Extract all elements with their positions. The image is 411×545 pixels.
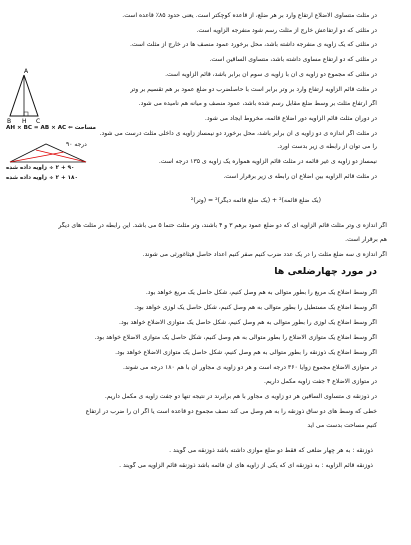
quad-line: • اگر وسط اضلاع یک متوازی الاضلاع را بطور متوالی به هم وصل کنیم، شکل حاصل یک متوازی الاضلاع خواهد بود. [8,334,377,342]
vertex-label-h: H [22,118,27,125]
section-heading: در مورد چهارضلعی ها [274,266,377,277]
definition-line: • ذوزنقه : به هر چهار ضلعی که فقط دو ضلع موازی داشته باشد ذوزنقه می گویند . [8,447,373,455]
text-line: اگر اندازه ی سه ضلع مثلث را در یک عدد ضرب کنیم صفر کنیم اعداد حاصل فیثاغورثی می شوند. [142,251,387,258]
quad-line: • خطی که وسط های دو ساق ذوزنقه را به هم وصل می کند نصف مجموع دو قاعده است یا اگر آن را ضرب در ارتفاع [8,408,377,416]
quad-line: • اگر وسط اضلاع یک ذوزنقه را بطور متوالی به هم وصل کنیم، شکل حاصل یک متوازی الاضلاع خواهد بود. [8,349,377,357]
quad-line: • اگر وسط اضلاع یک مربع را بطور متوالی به هم وصل کنیم، شکل حاصل یک مربع خواهد بود. [8,289,377,297]
text-line: هم برقرار است. [345,236,387,243]
vertex-label-b: B [7,118,12,125]
quad-line: • اگر وسط اضلاع یک مستطیل را بطور متوالی به هم وصل کنیم، شکل حاصل یک لوزی خواهد بود. [8,304,377,312]
fact-line: • در مثلثی که یک زاویه ی منفرجه داشته باشد، محل برخورد عمود منصف ها در خارج از مثلث است. [8,41,377,49]
right-triangle-diagram [6,66,96,128]
vertex-label-a: A [24,68,29,75]
text-line: اگر اندازه ی وتر مثلث قائم الزاویه ای که دو ضلع عمود برهم ۳ و ۴ باشند، وتر مثلث حتما ۵ می باشد. این رابطه در مثلث های دیگر [58,222,387,229]
area-formula: AH × BC = AB × AC ⇐ مساحت [6,125,96,131]
fact-line: • اگر ارتفاع مثلث بر وسط ضلع مقابل رسم شده باشد، عمود منصف و میانه هم نامیده می شود. [8,100,377,108]
fact-line: • در مثلثی که مجموع دو زاویه ی آن با زاویه ی سوم آن برابر باشد، قائم الزاویه است. [8,71,377,79]
bisector-equation-1: ۹۰ + ۲ ÷ زاویه داده شده [6,165,75,171]
fact-line: • در مثلثی که دو ارتفاع مساوی داشته باشد، متساوی الساقین است. [8,56,377,64]
fact-line: • در مثلث متساوی الاضلاع ارتفاع وارد بر هر ضلع، از قاعده کوچکتر است. یعنی حدود ۸۵٪ قاعده است. [8,12,377,20]
definition-line: • ذوزنقه قائم الزاویه : به ذوزنقه ای که یکی از زاویه های آن قائمه باشد ذوزنقه قائم الزاویه می گویند . [8,462,373,470]
vertex-label-c: C [36,118,41,125]
fact-line: • در مثلث قائم الزاویه بین اضلاع آن رابطه ی زیر برقرار است. [8,173,377,181]
quad-line: • در متوازی الاضلاع ۴ جفت زاویه مکمل داریم. [8,378,377,386]
fact-line: • نیمساز دو زاویه ی غیر قائمه در مثلث قائم الزاویه همواره یک زاویه ی ۱۳۵ درجه است. [8,158,377,166]
fact-line: • در مثلث قائم الزاویه ارتفاع وارد بر وتر برابر است با حاصلضرب دو ضلع عمود بر هم تقسیم بر وتر [8,86,377,94]
fact-line: • در مثلثی که دو ارتفاعش خارج از مثلث رسم شود منفرجه الزاویه است. [8,27,377,35]
quad-line: • اگر وسط اضلاع یک لوزی را بطور متوالی به هم وصل کنیم، شکل حاصل یک متوازی الاضلاع خواهد بود. [8,319,377,327]
quad-line-continued: کنیم مساحت بدست می آید [307,422,377,429]
bisector-equation-2: ۱۸۰ + ۲ ÷ زاویه داده شده [6,175,78,181]
angle-label: ۹۰ درجه [66,141,87,148]
fact-line: • در مثلث اگر اندازه ی دو زاویه ی آن برابر باشد، محل برخورد دو نیمساز زاویه ی داخلی مثلث درست می شود. [8,130,377,138]
quad-line: • در ذوزنقه ی متساوی الساقین هر دو زاویه ی مجاور با هم برابرند در نتیجه تنها دو جفت زاویه ی مکمل داریم. [8,393,377,401]
fact-line: • در دوران مثلث قائم الزاویه دور اضلاع قائمه، مخروط ایجاد می شود. [8,115,377,123]
bisector-angle-diagram [6,140,96,166]
pythagoras-formula: (یک ضلع قائمه)² + (یک ضلع قائمه دیگر)² = (وتر)² [190,197,321,204]
quad-line: • در متوازی الاضلاع مجموع زوایا ۳۶۰ درجه است و هر دو زاویه ی مجاور آن با هم ۱۸۰ درجه می شوند. [8,364,377,372]
fact-line-continued: را می توان از رابطه ی زیر بدست آورد. [277,143,377,150]
